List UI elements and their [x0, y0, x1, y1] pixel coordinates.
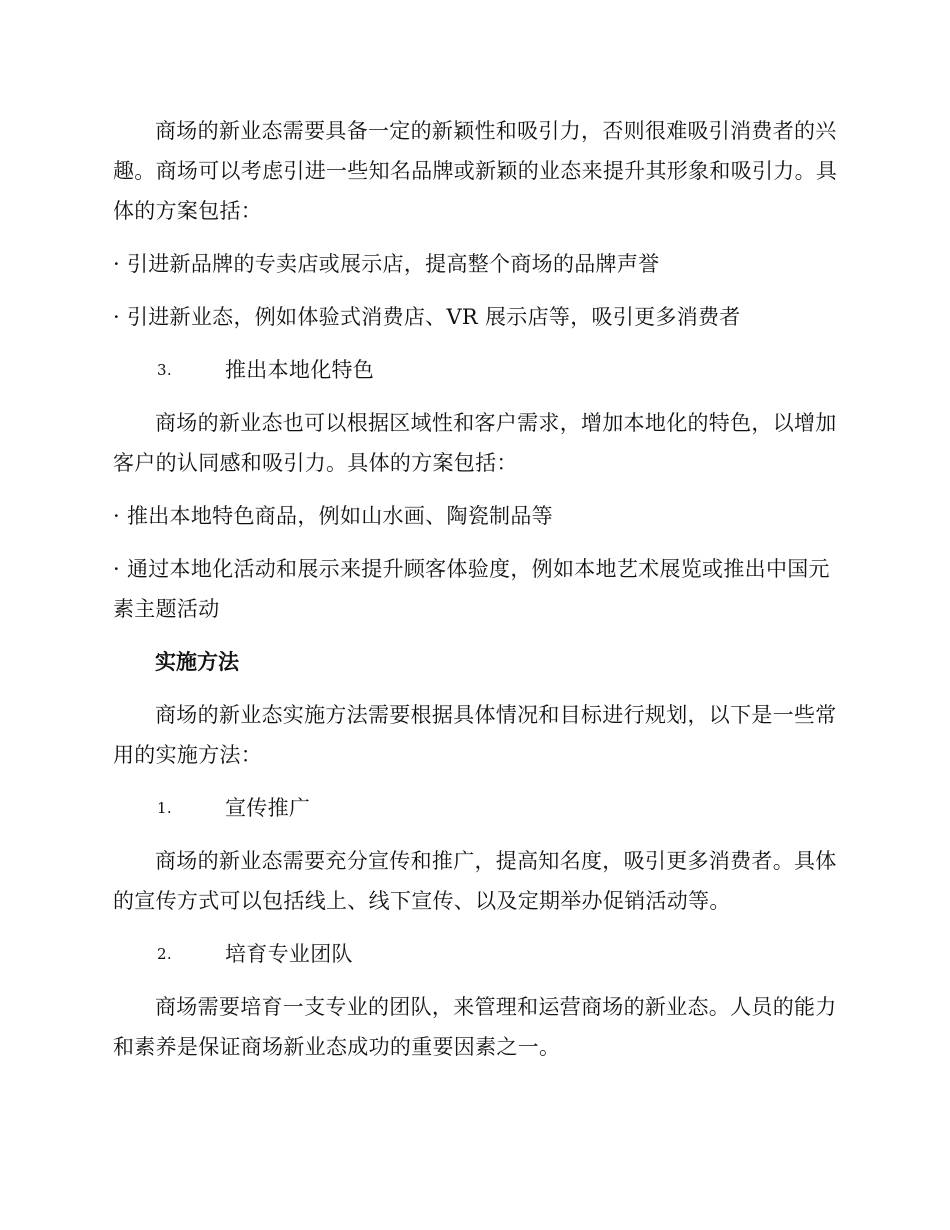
section-heading-implementation: 实施方法 [155, 650, 239, 674]
paragraph-intro: 商场的新业态需要具备一定的新颖性和吸引力，否则很难吸引消费者的兴趣。商场可以考虑引进一些知名品牌或新颖的业态来提升其形象和吸引力。具体的方案包括： [113, 119, 838, 223]
bullet-new-brand: · 引进新品牌的专卖店或展示店，提高整个商场的品牌声誉 [113, 252, 660, 276]
numbered-heading-promotion [113, 788, 838, 828]
list-number: 1. [157, 799, 172, 817]
paragraph-implementation: 商场的新业态实施方法需要根据具体情况和目标进行规划，以下是一些常用的实施方法： [113, 703, 837, 767]
bullet-local-products: · 推出本地特色商品，例如山水画、陶瓷制品等 [113, 504, 553, 528]
list-number: 2. [157, 945, 172, 963]
paragraph-localization: 商场的新业态也可以根据区域性和客户需求，增加本地化的特色，以增加客户的认同感和吸引力。具体的方案包括： [113, 411, 837, 475]
list-number: 3. [157, 361, 172, 379]
numbered-heading-localization [113, 350, 838, 390]
numbered-heading-team [113, 934, 838, 974]
bullet-local-activities: · 通过本地化活动和展示来提升顾客体验度，例如本地艺术展览或推出中国元素主题活动 [113, 557, 830, 621]
list-heading-text: 宣传推广 [225, 796, 311, 820]
list-heading-text: 推出本地化特色 [225, 358, 375, 382]
paragraph-team: 商场需要培育一支专业的团队，来管理和运营商场的新业态。人员的能力和素养是保证商场新业态成功的重要因素之一。 [113, 995, 837, 1059]
paragraph-promotion: 商场的新业态需要充分宣传和推广，提高知名度，吸引更多消费者。具体的宣传方式可以包括线上、线下宣传、以及定期举办促销活动等。 [113, 849, 837, 913]
bullet-new-format: · 引进新业态，例如体验式消费店、VR 展示店等，吸引更多消费者 [113, 305, 741, 329]
list-heading-text: 培育专业团队 [225, 942, 353, 966]
